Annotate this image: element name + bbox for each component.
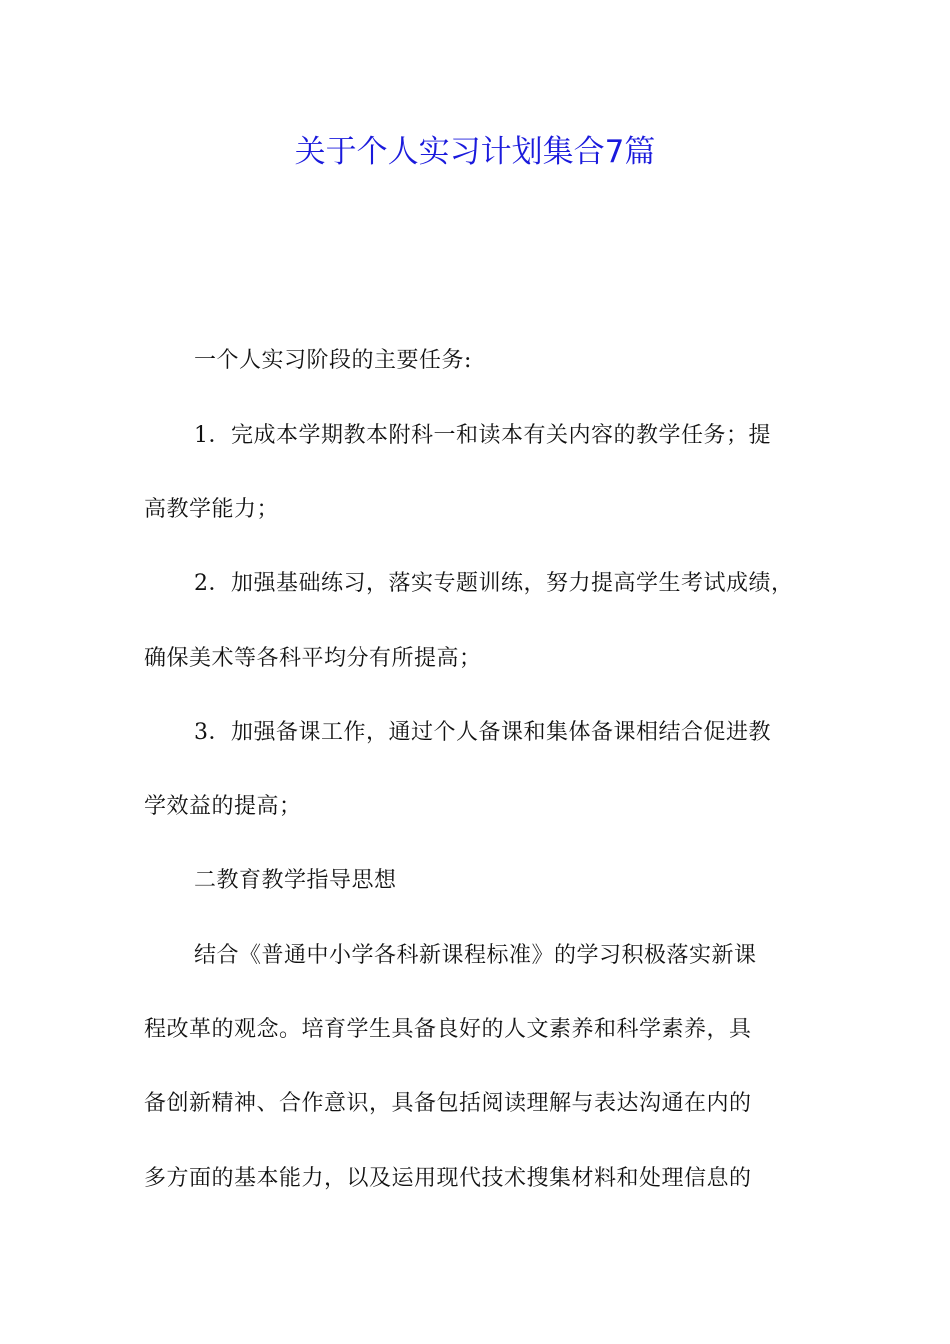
paragraph-line: 2．加强基础练习，落实专题训练，努力提高学生考试成绩， — [194, 571, 794, 596]
paragraph-line: 学效益的提高； — [144, 794, 302, 819]
paragraph-line: 多方面的基本能力，以及运用现代技术搜集材料和处理信息的 — [144, 1166, 752, 1191]
paragraph-line: 1．完成本学期教本附科一和读本有关内容的教学任务；提 — [194, 423, 771, 448]
document-title: 关于个人实习计划集合7篇 — [294, 134, 656, 170]
paragraph-line: 程改革的观念。培育学生具备良好的人文素养和科学素养，具 — [144, 1017, 752, 1042]
paragraph-line: 高教学能力； — [144, 497, 280, 522]
paragraph-line: 备创新精神、合作意识，具备包括阅读理解与表达沟通在内的 — [144, 1091, 752, 1116]
paragraph-line: 确保美术等各科平均分有所提高； — [144, 646, 482, 671]
section-heading-guiding-ideology: 二教育教学指导思想 — [194, 868, 397, 893]
section-heading-tasks: 一个人实习阶段的主要任务: — [194, 348, 472, 373]
paragraph-line: 结合《普通中小学各科新课程标准》的学习积极落实新课 — [194, 943, 757, 968]
paragraph-line: 3．加强备课工作，通过个人备课和集体备课相结合促进教 — [194, 720, 771, 745]
